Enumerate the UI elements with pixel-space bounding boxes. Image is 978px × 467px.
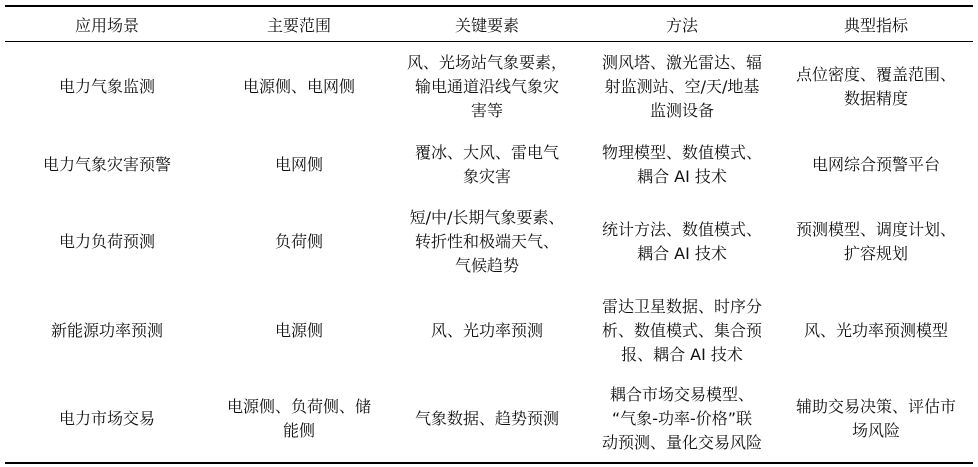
- header-key-elements: 关键要素: [389, 6, 585, 42]
- cell-scenario: 电力市场交易: [5, 376, 209, 463]
- cell-indicators: 电网综合预警平台: [811, 154, 940, 174]
- scenario-table-container: [5, 5, 973, 462]
- cell-methods: 耦合市场交易模型、 “气象-功率-价格”联 动预测、量化交易风险: [585, 376, 779, 463]
- cell-methods: 测风塔、激光雷达、辐 射监测站、空/天/地基 监测设备: [601, 52, 762, 120]
- cell-scenario: 新能源功率预测: [50, 320, 163, 340]
- table-row: [5, 286, 973, 376]
- cell-key-elements: 风、光功率预测: [430, 320, 543, 340]
- cell-scope: 电源侧、电网侧: [242, 76, 355, 96]
- cell-scope: 负荷侧: [274, 231, 323, 251]
- table-row: [5, 376, 973, 463]
- cell-scope: 电源侧: [274, 320, 323, 340]
- table-header: [5, 6, 973, 42]
- header-scenario: 应用场景: [5, 6, 209, 42]
- cell-scope: 电源侧、负荷侧、储 能侧: [209, 376, 389, 463]
- cell-scope: 电网侧: [274, 154, 323, 174]
- cell-methods: 统计方法、数值模式、 耦合 AI 技术: [601, 219, 762, 263]
- cell-methods: 物理模型、数值模式、 耦合 AI 技术: [601, 142, 762, 186]
- header-scope: 主要范围: [209, 6, 389, 42]
- table-row: [5, 198, 973, 286]
- header-row: [5, 6, 973, 42]
- cell-scenario: 电力气象灾害预警: [42, 154, 171, 174]
- cell-scenario: 电力气象监测: [58, 76, 155, 96]
- cell-scenario: 电力负荷预测: [58, 231, 155, 251]
- table-body: [5, 42, 973, 463]
- scenario-table: [5, 5, 973, 464]
- header-methods: 方法: [585, 6, 779, 42]
- cell-indicators: 点位密度、覆盖范围、 数据精度: [795, 64, 956, 108]
- table-row: [5, 132, 973, 198]
- cell-indicators: 辅助交易决策、评估市 场风险: [779, 376, 973, 463]
- cell-indicators: 预测模型、调度计划、 扩容规划: [795, 219, 956, 263]
- cell-indicators: 风、光功率预测模型: [803, 320, 948, 340]
- cell-key-elements: 风、光场站气象要素， 输电通道沿线气象灾 害等: [406, 52, 567, 120]
- cell-key-elements: 气象数据、趋势预测: [389, 376, 585, 463]
- cell-methods: 雷达卫星数据、时序分 析、数值模式、集合预 报、耦合 AI 技术: [601, 296, 762, 364]
- cell-key-elements: 短/中/长期气象要素、 转折性和极端天气、 气候趋势: [409, 207, 565, 275]
- header-indicators: 典型指标: [779, 6, 973, 42]
- table-row: [5, 42, 973, 132]
- cell-key-elements: 覆冰、大风、雷电气 象灾害: [414, 142, 559, 186]
